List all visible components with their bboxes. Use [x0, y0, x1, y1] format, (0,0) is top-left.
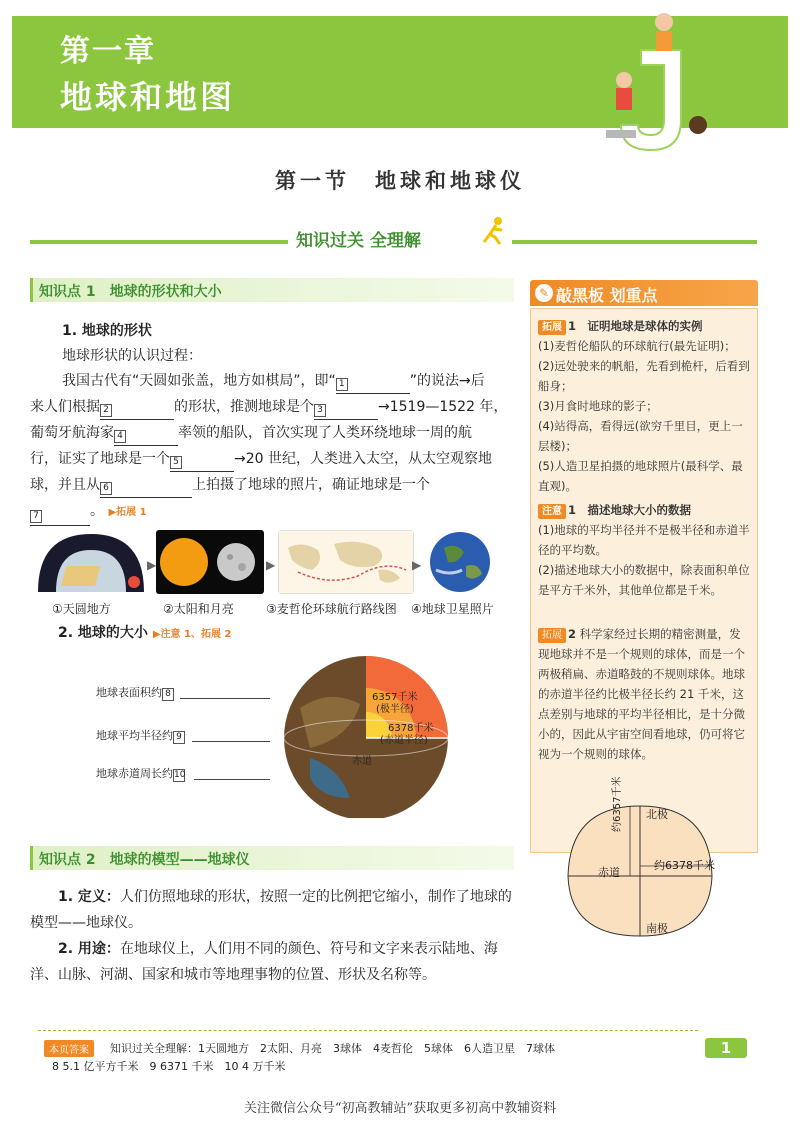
image-caption: ①天圆地方 — [52, 602, 111, 616]
earth-img-label: (赤道半径) — [380, 735, 428, 746]
badge-icon: ✎ — [535, 284, 553, 302]
size-heading: 2. 地球的大小 ▶注意 1、拓展 2 — [58, 625, 232, 641]
answer-line-2: 8 5.1 亿平方千米 9 6371 千米 10 4 万千米 — [52, 1060, 286, 1073]
paragraph-line: 球，并且从 6 上拍摄了地球的照片，确证地球是一个 — [30, 472, 514, 498]
surface-area-label: 地球表面积约 8 — [96, 684, 176, 701]
paragraph-line: 7 。 ▶拓展 1 — [30, 498, 514, 526]
extension-tag[interactable]: ▶拓展 1 — [108, 507, 147, 518]
blank-8[interactable] — [180, 698, 270, 699]
shape-heading: 1. 地球的形状 — [62, 323, 152, 339]
earth-img-label: (极半径) — [376, 704, 414, 715]
extension-tag: 拓展 — [538, 320, 566, 335]
image-caption: ③麦哲伦环球航行路线图 — [266, 602, 397, 616]
blank-1[interactable]: 1 — [336, 376, 410, 394]
equator-label: 赤道 — [598, 866, 620, 879]
definition-paragraph: 1. 定义：人们仿照地球的形状，按照一定的比例把它缩小，制作了地球的模型——地球仪。 — [30, 889, 512, 931]
south-pole-label: 南极 — [646, 922, 668, 935]
blank-4[interactable]: 4 — [114, 428, 178, 446]
paragraph-line: 我国古代有“天圆如张盖，地方如棋局”，即“ 1 ”的说法→后 — [62, 368, 514, 394]
promo-text: 关注微信公众号“初高教辅站”获取更多初高中教辅资料 — [243, 1101, 557, 1116]
answer-tag: 本页答案 — [44, 1040, 94, 1057]
section-title: 第一节 地球和地球仪 — [275, 168, 525, 193]
equatorial-radius-label: 约6378千米 — [654, 859, 715, 872]
note-tag[interactable]: ▶注意 1、拓展 2 — [152, 629, 232, 640]
blank-7[interactable]: 7 — [30, 508, 90, 526]
knowledge-point-title: 知识点 1 地球的形状和大小 — [39, 284, 222, 300]
knowledge-point-title: 知识点 2 地球的模型——地球仪 — [39, 852, 250, 868]
north-pole-label: 北极 — [646, 808, 668, 821]
polar-radius-label: 约6357千米 — [612, 776, 623, 832]
paragraph-line: 葡萄牙航海家 4 率领的船队，首次实现了人类环绕地球一周的航 — [30, 420, 514, 446]
tianyuan-difang-illustration — [36, 530, 146, 594]
ext1-block: 拓展 1 证明地球是球体的实例 (1)麦哲伦船队的环球航行(最先证明)； (2)远处驶来的帆船，先看到桅杆，后看到船身； (3)月食时地球的影子； (4)站得高，看得远(欲穷千里目，更上一层楼)； (5)人造卫星拍摄的地球照片(最科学、最直观)。 — [538, 319, 750, 493]
blank-6[interactable]: 6 — [100, 480, 192, 498]
note1-block: 注意 1 描述地球大小的数据 (1)地球的平均半径并不是极半径和赤道半径的平均数。 (2)描述地球大小的数据中，除表面积单位是平方千米外，其他单位都是千米。 — [538, 503, 750, 597]
blank-5[interactable]: 5 — [170, 454, 234, 472]
paragraph-line: 来人们根据 2 的形状，推测地球是个 3 →1519—1522 年， — [30, 394, 514, 420]
magellan-route-map — [278, 530, 414, 594]
divider-line — [30, 240, 288, 244]
usage-paragraph: 2. 用途：在地球仪上，人们用不同的颜色、符号和文字来表示陆地、海洋、山脉、河湖、国家和城市等地理事物的位置、形状及名称等。 — [30, 941, 498, 983]
extension-tag: 拓展 — [538, 628, 566, 643]
knowledge-point-bar — [30, 846, 514, 870]
chapter-title: 地球和地图 — [60, 78, 236, 116]
arrow-icon: ▶ — [412, 558, 422, 572]
equator-circumference-label: 地球赤道周长约10 — [96, 767, 186, 780]
runner-icon — [478, 216, 508, 246]
knowledge-point-bar — [30, 278, 514, 302]
arrow-icon: ▶ — [147, 558, 157, 572]
earth-satellite-photo — [422, 530, 498, 594]
earth-img-label: 6357千米 — [372, 692, 418, 703]
blank-2[interactable]: 2 — [100, 402, 174, 420]
subsection-title: 知识过关 全理解 — [296, 231, 421, 251]
chapter-number: 第一章 — [60, 34, 156, 69]
paragraph-line: 行，证实了地球是一个 5 →20 世纪，人类进入太空，从太空观察地 — [30, 446, 514, 472]
mean-radius-label: 地球平均半径约 9 — [96, 727, 187, 744]
note-tag: 注意 — [538, 504, 566, 519]
earth-img-label: 赤道 — [352, 756, 372, 767]
key-points-title: 敲黑板 划重点 — [556, 286, 658, 305]
earth-img-label: 6378千米 — [388, 723, 434, 734]
key-points-header — [530, 280, 758, 306]
blank-9[interactable] — [192, 741, 270, 742]
mascot-illustration — [606, 10, 716, 160]
sun-moon-photo — [156, 530, 264, 594]
answer-line-1: 知识过关全理解：1天圆地方 2太阳、月亮 3球体 4麦哲伦 5球体 6人造卫星 7球体 — [110, 1042, 555, 1055]
ext2-block: 拓展 2 科学家经过长期的精密测量，发现地球并不是一个规则的球体，而是一个两极稍扁、赤道略鼓的不规则球体。地球的赤道半径约比极半径长约 21 千米，这点差别与地球的平均半径相比，是十分微小的，因此从宇宙空间看地球，仍可将它视为一个规则的球体。 — [538, 627, 745, 761]
image-caption: ②太阳和月亮 — [163, 602, 234, 616]
divider-line — [512, 240, 757, 244]
blank-3[interactable]: 3 — [314, 402, 378, 420]
image-caption: ④地球卫星照片 — [411, 602, 494, 616]
intro-text: 地球形状的认识过程： — [62, 348, 202, 364]
blank-10[interactable] — [194, 779, 270, 780]
arrow-icon: ▶ — [266, 558, 276, 572]
page-number: 1 — [705, 1038, 747, 1058]
